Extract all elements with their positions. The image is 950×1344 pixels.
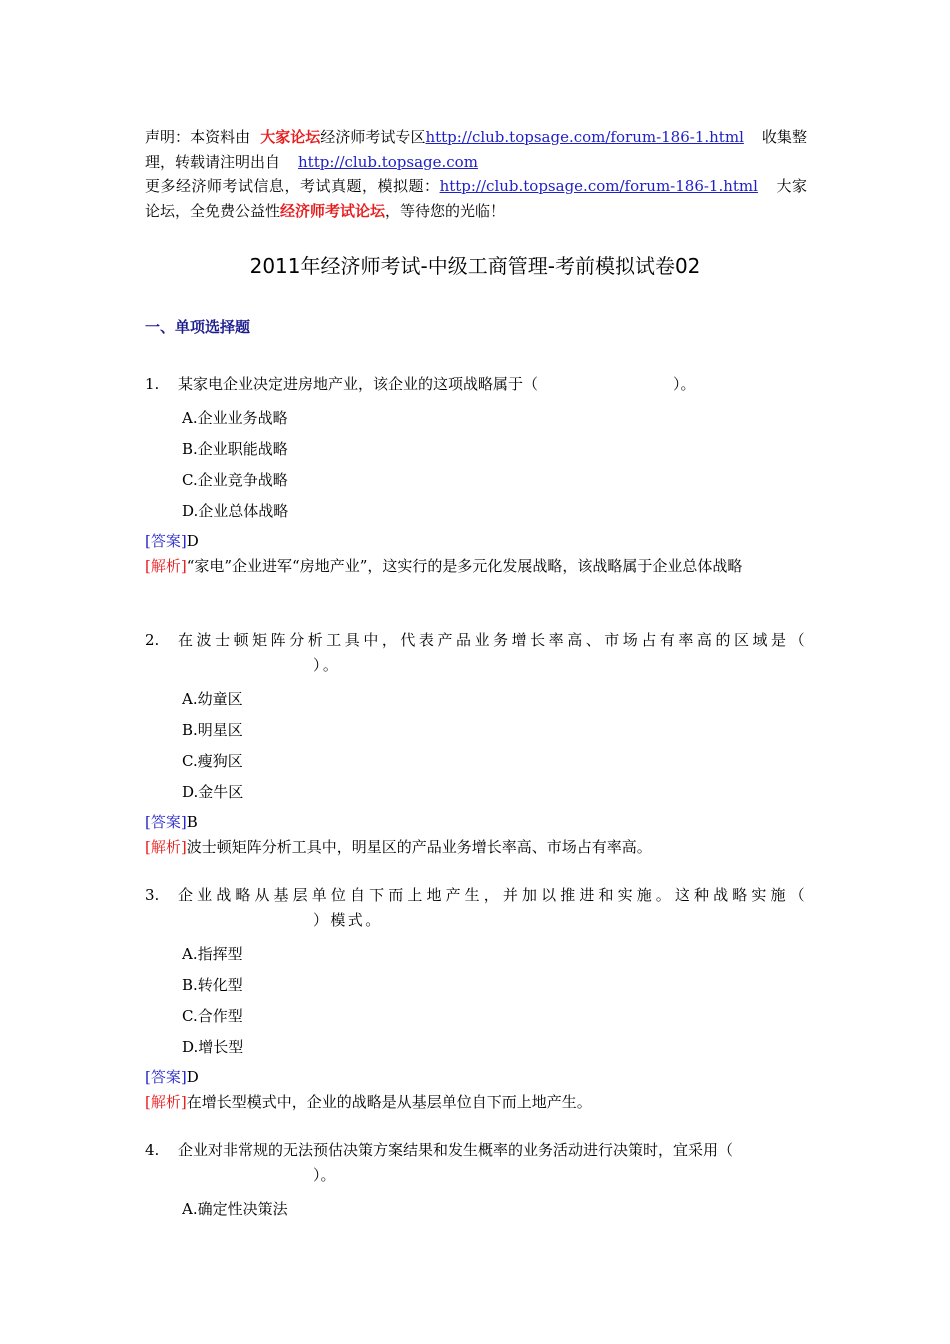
explanation-label: [解析] [145,838,187,856]
answer-label: [答案] [145,1068,187,1086]
forum-name-highlight: 经济师考试论坛 [280,201,386,220]
question-number: 3. [145,886,160,904]
question-number: 4. [145,1141,160,1159]
options-list [182,403,807,527]
explanation-label: [解析] [145,557,187,575]
notice-text: 经济师考试专区 [320,128,426,146]
explanation-text: 在增长型模式中，企业的战略是从基层单位自下而上地产生。 [186,1093,592,1111]
question-1 [145,372,807,579]
forum-link[interactable]: http://club.topsage.com/forum-186-1.html [425,128,744,146]
option-d: D.企业总体战略 [182,502,289,520]
options-list [182,1194,807,1225]
answer-label: [答案] [145,813,187,831]
option-d: D.金牛区 [182,783,244,801]
answer-line [145,1065,807,1090]
question-stem: 1. 某家电企业决定进房地产业，该企业的这项战略属于（ ）。 [145,372,807,397]
explanation-line [145,554,807,579]
copyright-notice [145,125,807,223]
answer-value: B [186,813,198,831]
forum-link[interactable]: http://club.topsage.com/forum-186-1.html [439,177,758,195]
site-link[interactable]: http://club.topsage.com [298,152,478,171]
options-list [182,684,807,808]
question-number: 2. [145,631,160,649]
answer-value: D [186,1068,199,1086]
option-a: A.指挥型 [182,945,243,963]
option-d: D.增长型 [182,1038,244,1056]
question-stem: 4. 企业对非常规的无法预估决策方案结果和发生概率的业务活动进行决策时，宜采用（）。 [145,1138,807,1188]
option-c: C.合作型 [182,1007,243,1025]
explanation-line [145,835,807,860]
answer-line [145,529,807,554]
question-number: 1. [145,375,160,393]
question-stem: 3. 企业战略从基层单位自下而上地产生，并加以推进和实施。这种战略实施（）模式。 [145,883,807,933]
section-title: 一、单项选择题 [145,318,251,336]
option-a: A.确定性决策法 [182,1200,288,1218]
forum-name-highlight: 大家论坛 [260,128,321,146]
option-a: A.幼童区 [182,690,243,708]
question-2 [145,628,807,860]
notice-text: 大家论坛，全免费公益性 [145,177,807,220]
option-c: C.瘦狗区 [182,752,243,770]
explanation-text: 波士顿矩阵分析工具中，明星区的产品业务增长率高、市场占有率高。 [186,838,652,856]
option-a: A.企业业务战略 [182,409,288,427]
question-3 [145,883,807,1115]
options-list [182,939,807,1063]
option-b: B.转化型 [182,976,243,994]
notice-text: 声明：本资料由 [145,128,251,146]
explanation-line [145,1090,807,1115]
notice-text: 收集整理，转载请注明出自 [145,128,807,171]
option-b: B.明星区 [182,721,243,739]
question-stem: 2. 在波士顿矩阵分析工具中，代表产品业务增长率高、市场占有率高的区域是（）。 [145,628,807,678]
explanation-label: [解析] [145,1093,187,1111]
notice-text: ，等待您的光临！ [385,201,506,220]
question-4 [145,1138,807,1225]
option-b: B.企业职能战略 [182,440,288,458]
answer-line [145,810,807,835]
option-c: C.企业竞争战略 [182,471,288,489]
notice-text: 更多经济师考试信息，考试真题，模拟题： [145,177,440,195]
document-title: 2011年经济师考试-中级工商管理-考前模拟试卷02 [249,254,701,278]
answer-value: D [186,532,199,550]
answer-label: [答案] [145,532,187,550]
explanation-text: “家电”企业进军“房地产业”，这实行的是多元化发展战略，该战略属于企业总体战略 [186,557,743,575]
